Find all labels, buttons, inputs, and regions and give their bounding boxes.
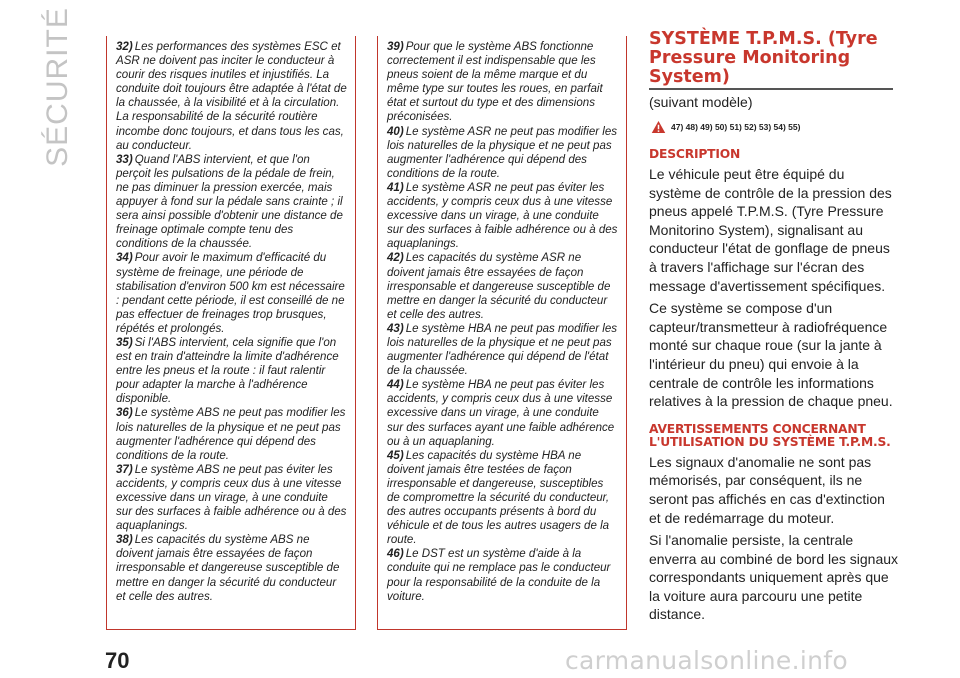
note-text: Le système HBA ne peut pas modifier les lois naturelles de la physique et ne peut pas augmenter l'adhérence qui dépend de l'état de la chaussée. xyxy=(387,322,618,378)
note-item xyxy=(387,251,618,321)
note-item xyxy=(116,406,347,462)
note-item xyxy=(387,322,618,378)
note-text: Les capacités du système HBA ne doivent jamais être testées de façon irresponsable et dangereuse, susceptibles de compromettre la sécurité du conducteur, des autres occupants présents à bord du véhicule et de tous les autres usagers de la route. xyxy=(387,449,610,547)
note-item xyxy=(116,336,347,406)
left-notes-column xyxy=(106,36,356,630)
note-number: 37) xyxy=(116,463,133,476)
note-text: Si l'ABS intervient, cela signifie que l'on est en train d'atteindre la limite d'adhérence entre les pneus et la route : il faut ralentir pour adapter la marche à l'adhérence disponible. xyxy=(116,336,339,406)
note-number: 45) xyxy=(387,449,404,462)
note-text: Le système ASR ne peut pas modifier les lois naturelles de la physique et ne peut pas augmenter l'adhérence qui dépend des conditions de la route. xyxy=(387,125,618,180)
warning-references xyxy=(649,119,899,135)
note-item xyxy=(387,125,618,181)
note-number: 41) xyxy=(387,181,404,194)
note-number: 33) xyxy=(116,153,133,166)
note-item xyxy=(387,378,618,448)
note-item xyxy=(116,40,347,153)
page-number: 70 xyxy=(105,648,130,673)
tpms-section xyxy=(649,30,899,624)
note-number: 43) xyxy=(387,322,404,335)
note-text: Quand l'ABS intervient, et que l'on perçoit les pulsations de la pédale de frein, ne pas diminuer la pression exercée, mais appuyer à fond sur la pédale sans crainte ; il sera ainsi possible d'obtenir une distance de freinage optimale compte tenu des conditions de la chaussée. xyxy=(116,153,343,251)
note-item xyxy=(387,181,618,251)
warning-triangle-icon xyxy=(651,120,666,134)
section-label: SÉCURITÉ xyxy=(41,7,74,167)
note-item xyxy=(116,533,347,603)
description-paragraph: Le véhicule peut être équipé du système de contrôle de la pression des pneus appelé T.P.M.S. (Tyre Pressure Monitorino System), signalisant au conducteur l'état de gonflage de pneus à travers l'affichage sur l'écran des message d'avertissement spécifiques. xyxy=(649,166,892,294)
note-number: 34) xyxy=(116,252,133,265)
note-text: Le système HBA ne peut pas éviter les accidents, y compris ceux dus à une vitesse excessive dans un virage, à une conduite sur des surfaces ayant une faible adhérence ou à un aquaplaning. xyxy=(387,379,615,448)
note-text: Le système ABS ne peut pas modifier les lois naturelles de la physique et ne peut pas augmenter l'adhérence qui dépend des conditions de la route. xyxy=(116,407,346,462)
middle-notes-column xyxy=(377,36,627,630)
note-item xyxy=(387,449,618,548)
watermark: carmanualsonline.info xyxy=(565,646,848,675)
note-text: Le DST est un système d'aide à la conduite qui ne remplace pas le conducteur pour la responsabilité de la conduite de la voiture. xyxy=(387,548,611,603)
note-number: 39) xyxy=(387,41,404,53)
warning-refs-text: 47) 48) 49) 50) 51) 52) 53) 54) 55) xyxy=(671,122,801,132)
note-number: 36) xyxy=(116,407,133,420)
warnings-body xyxy=(649,453,899,624)
warnings-paragraph: Si l'anomalie persiste, la centrale enverra au combiné de bord les signaux correspondants uniquement après que la voiture aura parcouru une petite distance. xyxy=(649,532,899,623)
note-item xyxy=(116,251,347,336)
note-text: Les performances des systèmes ESC et ASR ne doivent pas inciter le conducteur à courir des risques inutiles et injustifiés. La conduite doit toujours être adaptée à l'état de la chaussée, à la visibilité et à la circulation. La responsabilité de la sécurité routière incombe donc toujours, et dans tous les cas, au conducteur. xyxy=(116,41,347,152)
note-number: 35) xyxy=(116,336,133,349)
description-heading: DESCRIPTION xyxy=(649,147,741,161)
note-item xyxy=(116,153,347,252)
note-text: Les capacités du système ASR ne doivent jamais être essayées de façon irresponsable et dangereuse susceptible de mettre en danger la sécurité du conducteur et celle des autres. xyxy=(387,252,611,321)
page-title: SYSTÈME T.P.M.S. (Tyre Pressure Monitoring System) xyxy=(649,30,893,90)
subtitle: (suivant modèle) xyxy=(649,94,753,110)
note-number: 44) xyxy=(387,379,404,392)
note-text: Les capacités du système ABS ne doivent jamais être essayées de façon irresponsable et dangereuse susceptible de mettre en danger la sécurité du conducteur et celle des autres. xyxy=(116,534,340,603)
note-number: 38) xyxy=(116,534,133,547)
description-body xyxy=(649,165,899,411)
note-number: 40) xyxy=(387,125,404,138)
note-number: 32) xyxy=(116,41,133,53)
note-text: Le système ABS ne peut pas éviter les accidents, y compris ceux dus à une vitesse excessive dans un virage, à une conduite sur des surfaces à faible adhérence ou à des aquaplanings. xyxy=(116,463,347,533)
note-text: Pour avoir le maximum d'efficacité du système de freinage, une période de stabilisation d'environ 500 km est nécessaire : pendant cette période, il est conseillé de ne pas effectuer de freinages trop brusques, répétés et prolongés. xyxy=(116,252,345,335)
description-paragraph: Ce système se compose d'un capteur/transmetteur à radiofréquence monté sur chaque roue (sur la jante à l'intérieur du pneu) qui envoie à la centrale de contrôle les informations relatives à la pression de chaque pneu. xyxy=(649,300,893,410)
note-number: 42) xyxy=(387,252,404,265)
note-item xyxy=(387,40,618,125)
note-item xyxy=(387,547,618,603)
note-text: Le système ASR ne peut pas éviter les accidents, y compris ceux dus à une vitesse excessive dans un virage, à une conduite sur des surfaces à faible adhérence ou à des aquaplanings. xyxy=(387,181,618,251)
note-number: 46) xyxy=(387,548,404,561)
note-text: Pour que le système ABS fonctionne correctement il est indispensable que les pneus soient de la même marque et du même type sur toutes les roues, en parfait état et surtout du type et des dimensions préconisées. xyxy=(387,41,603,124)
warnings-heading: AVERTISSEMENTS CONCERNANT L'UTILISATION DU SYSTÈME T.P.M.S. xyxy=(649,421,891,449)
warnings-paragraph: Les signaux d'anomalie ne sont pas mémorisés, par conséquent, ils ne seront pas affichés en cas d'extinction et de redémarrage du moteur. xyxy=(649,453,885,526)
note-item xyxy=(116,463,347,533)
